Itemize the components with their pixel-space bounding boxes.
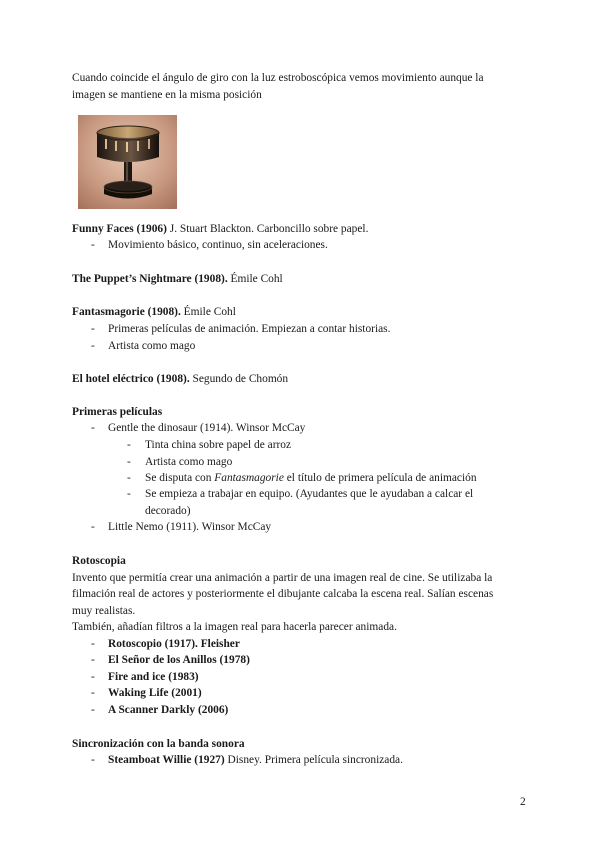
intro-line-2: imagen se mantiene en la misma posición	[72, 89, 262, 101]
funny-faces-heading	[72, 221, 532, 238]
dash-marker: -	[91, 671, 95, 683]
sinc-item	[108, 752, 403, 769]
roto-item-2: El Señor de los Anillos (1978)	[108, 654, 250, 666]
dash-marker: -	[91, 323, 95, 335]
page-number: 2	[520, 796, 526, 808]
gertie-sub-3-italic: Fantasmagorie	[214, 472, 284, 484]
fantas-heading	[72, 304, 532, 321]
dash-marker: -	[91, 704, 95, 716]
dash-marker: -	[127, 456, 131, 468]
dash-marker: -	[91, 340, 95, 352]
fantas-item-2: Artista como mago	[108, 340, 196, 352]
intro-line-1: Cuando coincide el ángulo de giro con la luz estroboscópica vemos movimiento aunque la	[72, 72, 484, 84]
roto-item-5: A Scanner Darkly (2006)	[108, 704, 229, 716]
hotel-title: El hotel eléctrico (1908).	[72, 373, 190, 385]
dash-marker: -	[91, 654, 95, 666]
roto-para-line-2: filmación real de actores y posteriormente el dibujante calcaba la escena real. Salían escenas	[72, 588, 494, 600]
puppet-title: The Puppet’s Nightmare (1908).	[72, 273, 228, 285]
gertie-sub-1: Tinta china sobre papel de arroz	[145, 439, 292, 451]
roto-para-line-1: Invento que permitía crear una animación a partir de una imagen real de cine. Se utilizaba la	[72, 572, 493, 584]
roto-item-1: Rotoscopio (1917). Fleisher	[108, 638, 240, 650]
dash-marker: -	[127, 472, 131, 484]
roto-para-line-4: También, añadían filtros a la imagen real para hacerla parecer animada.	[72, 621, 397, 633]
dash-marker: -	[91, 422, 95, 434]
dash-marker: -	[91, 687, 95, 699]
puppet-heading	[72, 271, 532, 288]
roto-heading: Rotoscopia	[72, 555, 126, 567]
dash-marker: -	[91, 521, 95, 533]
gertie-item: Gentle the dinosaur (1914). Winsor McCay	[108, 422, 306, 434]
hotel-heading	[72, 371, 532, 388]
sinc-heading: Sincronización con la banda sonora	[72, 738, 245, 750]
fantas-title: Fantasmagorie (1908).	[72, 306, 181, 318]
nemo-item: Little Nemo (1911). Winsor McCay	[108, 521, 272, 533]
roto-item-4: Waking Life (2001)	[108, 687, 202, 699]
sinc-item-rest: Disney. Primera película sincronizada.	[224, 754, 403, 766]
gertie-sub-3-c: el título de primera película de animación	[283, 472, 477, 484]
funny-faces-rest: J. Stuart Blackton. Carboncillo sobre papel.	[166, 223, 369, 235]
funny-faces-title: Funny Faces (1906)	[72, 223, 167, 235]
roto-item-3: Fire and ice (1983)	[108, 671, 199, 683]
funny-faces-item: Movimiento básico, continuo, sin aceleraciones.	[108, 239, 328, 251]
dash-marker: -	[91, 754, 95, 766]
zoetrope-photo	[78, 115, 177, 209]
gertie-sub-3	[145, 470, 477, 487]
sinc-item-title: Steamboat Willie (1927)	[108, 754, 225, 766]
gertie-sub-4-line-2: decorado)	[145, 505, 191, 517]
gertie-sub-2: Artista como mago	[145, 456, 233, 468]
primeras-heading: Primeras películas	[72, 406, 163, 418]
puppet-rest: Émile Cohl	[227, 273, 283, 285]
dash-marker: -	[91, 239, 95, 251]
fantas-item-1: Primeras películas de animación. Empiezan a contar historias.	[108, 323, 391, 335]
gertie-sub-3-a: Se disputa con	[145, 472, 215, 484]
fantas-rest: Émile Cohl	[180, 306, 236, 318]
dash-marker: -	[91, 638, 95, 650]
roto-para-line-3: muy realistas.	[72, 605, 136, 617]
hotel-rest: Segundo de Chomón	[189, 373, 289, 385]
dash-marker: -	[127, 439, 131, 451]
gertie-sub-4-line-1: Se empieza a trabajar en equipo. (Ayudantes que le ayudaban a calcar el	[145, 488, 474, 500]
dash-marker: -	[127, 488, 131, 500]
